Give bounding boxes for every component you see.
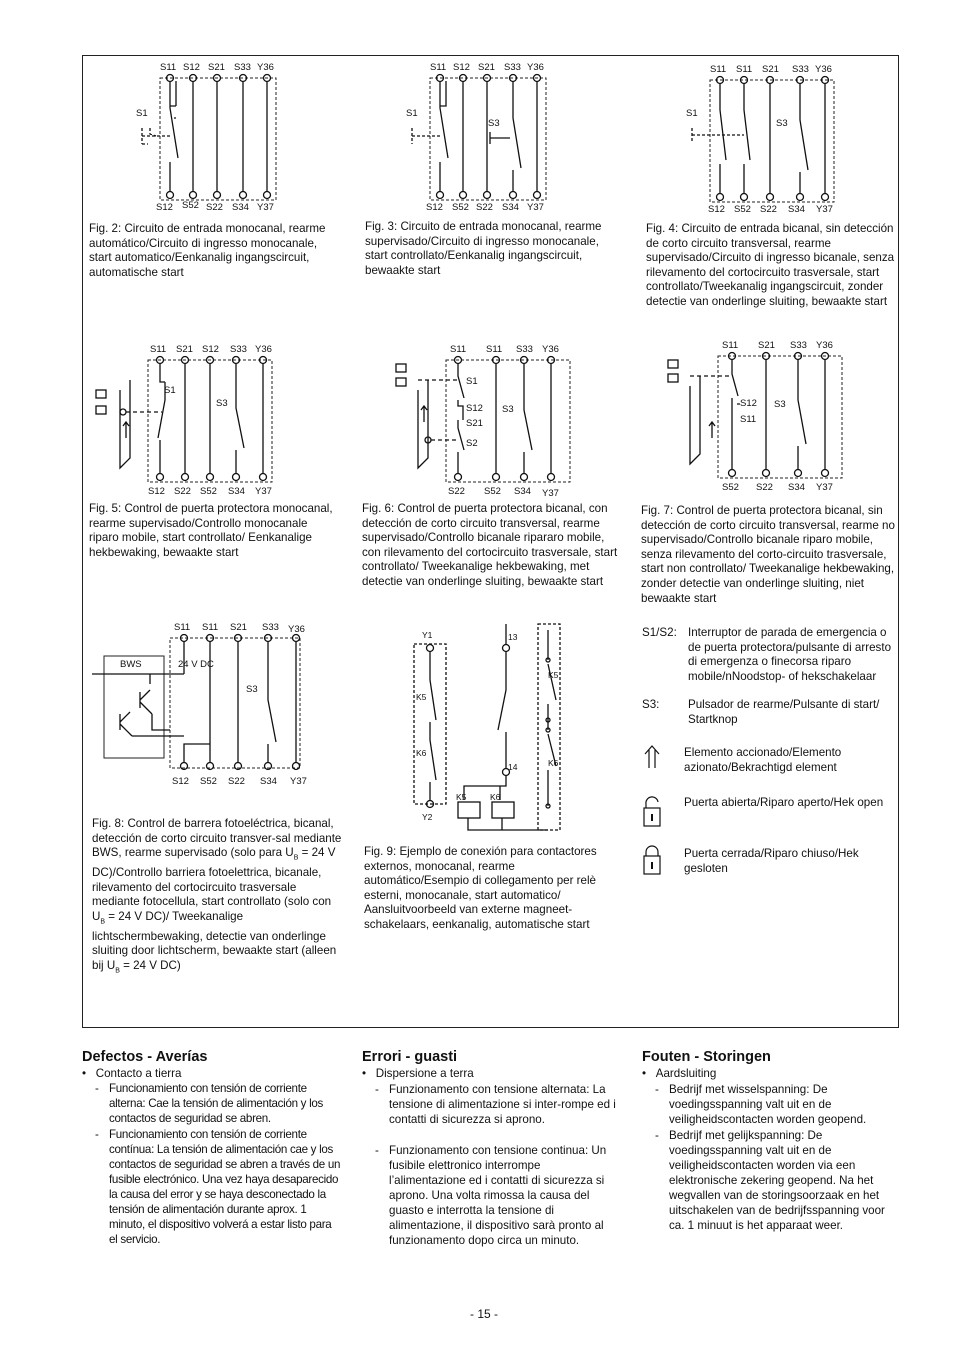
- fig5-bottom-label: S34: [228, 486, 245, 497]
- fig9-k6-label: K6: [416, 748, 427, 758]
- fig2-top-label: S33: [234, 62, 251, 73]
- fig2-bottom-label: S12: [156, 202, 173, 213]
- section-title-nl: Fouten - Storingen: [642, 1049, 771, 1065]
- fig3-bottom-label: S12: [426, 202, 443, 213]
- fig9-k5-label: K5: [456, 792, 467, 802]
- fig7-diagram: [660, 336, 860, 496]
- fig7-inner-label: S11: [740, 414, 757, 425]
- fig8-bottom-label: S12: [172, 776, 189, 787]
- fig7-top-label: Y36: [816, 340, 833, 351]
- fig6-inner-label: S12: [466, 403, 483, 414]
- fig5-caption: Fig. 5: Control de puerta protectora monocanal, rearme supervisado/Controllo monocanale riparo mobile, start controllato/ Eenkanalige hekbewaking, bewaakte start: [89, 502, 333, 559]
- fig6-caption: Fig. 6: Control de puerta protectora bicanal, con detección de corto circuito transversal, rearme supervisado/Controllo bicanale ripararo mobile, con rilevamento del cortocircuito trasversale, start controllato/ Tweekanalige hekbewaking, met detectie van onderlinge sluiting, bewaakte start: [362, 502, 618, 588]
- fig7-top-label: S11: [722, 340, 739, 351]
- dash: -: [655, 1129, 659, 1142]
- fig6-diagram: [388, 340, 588, 500]
- fig8-bottom-label: S52: [200, 776, 217, 787]
- fig2-bottom-label: Y37: [257, 202, 274, 213]
- fig7-bottom-label: S52: [722, 482, 739, 493]
- fig3-bottom-label: Y37: [527, 202, 544, 213]
- fig4-top-label: S11: [710, 64, 727, 75]
- fig8-bottom-label: Y37: [290, 776, 307, 787]
- section-title-it: Errori - guasti: [362, 1049, 458, 1065]
- fig4-bottom-label: S34: [788, 204, 805, 215]
- dash: -: [655, 1083, 659, 1096]
- fig9-k6-label: K6: [490, 792, 501, 802]
- fig5-switch-label: S1: [164, 385, 176, 396]
- fig4-bottom-label: Y37: [816, 204, 833, 215]
- fig2-top-label: S12: [183, 62, 200, 73]
- section-title-es: Defectos - Averías: [82, 1049, 208, 1065]
- fig3-top-label: S21: [478, 62, 495, 73]
- page-number: - 15 -: [470, 1307, 499, 1321]
- fig2-diagram: [130, 58, 290, 216]
- fig5-bottom-label: S12: [148, 486, 165, 497]
- legend-door-open: Puerta abierta/Riparo aperto/Hek open: [684, 796, 884, 809]
- fig8-diagram: [90, 618, 320, 790]
- fig4-reset-label: S3: [776, 118, 788, 129]
- fig5-top-label: S12: [202, 344, 219, 355]
- fig8-top-label: S11: [174, 622, 191, 633]
- fig3-top-label: S11: [430, 62, 447, 73]
- legend-s3-text: Pulsador de rearme/Pulsante di start/ Startknop: [688, 698, 880, 726]
- fig9-diagram: [406, 620, 576, 832]
- fig2-switch-label: S1: [136, 108, 148, 119]
- fig3-diagram: [400, 58, 560, 216]
- fig6-bottom-label: Y37: [542, 488, 559, 499]
- fig8-bottom-label: S22: [228, 776, 245, 787]
- fig9-k6-label: K6: [548, 758, 559, 768]
- it-item: Funzionamento con tensione continua: Un fusibile elettronico interrompe l’alimentazione ed i contatti di sicurezza si aprono. Una volta rimossa la causa del guasto e interrotta la tensione di alimentazione, il dispositivo sarà pronto al funzionamento dopo circa un minuto.: [389, 1144, 607, 1247]
- fig3-bottom-label: S34: [502, 202, 519, 213]
- dash: -: [95, 1082, 99, 1095]
- fig3-reset-label: S3: [488, 118, 500, 129]
- fig2-bottom-label: S22: [206, 202, 223, 213]
- fig6-reset-label: S3: [502, 404, 514, 415]
- fig7-bottom-label: S22: [756, 482, 773, 493]
- legend-actuated: Elemento accionado/Elemento azionato/Bekrachtigd element: [684, 746, 842, 774]
- bullet-es: • Contacto a tierra: [82, 1067, 182, 1080]
- fig3-top-label: Y36: [527, 62, 544, 73]
- fig4-caption: Fig. 4: Circuito de entrada bicanal, sin detección de corto circuito transversal, rearme supervisado/Circuito di ingresso bicanale, senza rilevamento del cortocircuito trasversale, start controllato/Tweekanalig ingangscircuit, zonder detectie van onderlinge sluiting, bewaakte start: [646, 222, 895, 308]
- fig5-top-label: S21: [176, 344, 193, 355]
- fig8-reset-label: S3: [246, 684, 258, 695]
- fig5-top-label: S33: [230, 344, 247, 355]
- fig2-bottom-label: S52: [182, 200, 199, 211]
- fig2-top-label: Y36: [257, 62, 274, 73]
- fig5-reset-label: S3: [216, 398, 228, 409]
- fig7-bottom-label: S34: [788, 482, 805, 493]
- door-closed-icon: [642, 842, 662, 876]
- fig6-top-label: Y36: [542, 344, 559, 355]
- fig7-inner-label: S12: [740, 398, 757, 409]
- legend-door-closed: Puerta cerrada/Riparo chiuso/Hek gesloten: [684, 847, 859, 875]
- fig9-13-label: 13: [508, 632, 518, 642]
- fig8-bottom-label: S34: [260, 776, 277, 787]
- fig4-bottom-label: S12: [708, 204, 725, 215]
- fig8-top-label: S21: [230, 622, 247, 633]
- fig2-top-label: S21: [208, 62, 225, 73]
- fig6-top-label: S33: [516, 344, 533, 355]
- dash: -: [375, 1083, 379, 1096]
- fig7-caption: Fig. 7: Control de puerta protectora bicanal, sin detección de corto circuito transversal, rearme no supervisado/Controllo bicanale riparo mobile, senza rilevamento del corto-circuito trasversale, start non controllato/ Tweekanalige hekbewaking, zonder detectie van onderlinge sluiting, niet bewaakte start: [641, 504, 895, 605]
- bullet-nl: • Aardsluiting: [642, 1067, 717, 1080]
- fig8-bws-label: BWS: [120, 659, 142, 670]
- fig8-top-label: Y36: [288, 624, 305, 635]
- fig5-bottom-label: S52: [200, 486, 217, 497]
- dash: -: [95, 1128, 99, 1141]
- fig6-inner-label: S2: [466, 438, 478, 449]
- fig4-bottom-label: S52: [734, 204, 751, 215]
- fig9-k5-label: K5: [416, 692, 427, 702]
- fig4-top-label: S11: [736, 64, 753, 75]
- fig6-bottom-label: S22: [448, 486, 465, 497]
- fig6-top-label: S11: [486, 344, 503, 355]
- fig3-switch-label: S1: [406, 108, 418, 119]
- dash: -: [375, 1144, 379, 1157]
- fig6-bottom-label: S34: [514, 486, 531, 497]
- fig9-14-label: 14: [508, 762, 518, 772]
- fig5-diagram: [90, 340, 290, 500]
- fig5-top-label: S11: [150, 344, 167, 355]
- nl-item: Bedrijf met gelijkspanning: De voedingsspanning valt uit en de veiligheidscontacten worden via een elektronische zekering geopend. Na het wegvallen van de storingsoorzaak en het uitschakelen van de bedrijfsspanning voor ca. 1 minuut is het apparaat weer.: [669, 1129, 885, 1232]
- fig9-caption: Fig. 9: Ejemplo de conexión para contactores externos, monocanal, rearme automático/Esempio di collegamento per relè esterni, monocanale, start automatico/ Aansluitvoorbeeld van externe magneet-schakelaars, eenkanalig, automatische start: [364, 845, 597, 931]
- fig6-inner-label: S21: [466, 418, 483, 429]
- fig7-reset-label: S3: [774, 399, 786, 410]
- es-item: Funcionamiento con tensión de corriente alterna: Cae la tensión de alimentación y los contactos de seguridad se abren.: [109, 1082, 323, 1125]
- fig8-top-label: S11: [202, 622, 219, 633]
- fig3-bottom-label: S52: [452, 202, 469, 213]
- fig4-top-label: Y36: [815, 64, 832, 75]
- fig7-top-label: S33: [790, 340, 807, 351]
- fig6-inner-label: S1: [466, 376, 478, 387]
- fig8-caption: Fig. 8: Control de barrera fotoeléctrica, bicanal, detección de corto circuito transver-sal mediante BWS, rearme supervisado (solo para $U_B = 24$ V DC)/Controllo barriera fotoelettrica, bicanale, rilevamento del cortocircuito trasversale mediante fotocellula, start controllato (solo con $U_B = 24$ V DC)/ Tweekanalige lichtschermbewaking, detectie van onderlinge sluiting door lichtscherm, bewaakte start (alleen bij $U_B = 24$ V DC): [92, 817, 342, 975]
- fig7-top-label: S21: [758, 340, 775, 351]
- fig8-top-label: S33: [262, 622, 279, 633]
- fig5-bottom-label: S22: [174, 486, 191, 497]
- fig4-diagram: [680, 60, 840, 218]
- fig3-bottom-label: S22: [476, 202, 493, 213]
- fig5-bottom-label: Y37: [255, 486, 272, 497]
- es-item: Funcionamiento con tensión de corriente contínua: La tensión de alimentación cae y los contactos de seguridad se abren a través de un fusible electrónico. Una vez haya desaparecido la causa del error y se haya desconectado la tensión de alimentación durante aprox. 1 minuto, el dispositivo volverá a estar listo para el servicio.: [109, 1128, 341, 1246]
- nl-item: Bedrijf met wisselspanning: De voedingsspanning valt uit en de veiligheidscontacten worden geopend.: [669, 1083, 867, 1126]
- fig6-bottom-label: S52: [484, 486, 501, 497]
- fig4-top-label: S33: [792, 64, 809, 75]
- fig4-bottom-label: S22: [760, 204, 777, 215]
- fig2-bottom-label: S34: [232, 202, 249, 213]
- fig3-caption: Fig. 3: Circuito de entrada monocanal, rearme supervisado/Circuito di ingresso monocanale, start controllato/Eenkanalig ingangscircuit, bewaakte start: [365, 220, 602, 277]
- fig7-bottom-label: Y37: [816, 482, 833, 493]
- it-item: Funzionamento con tensione alternata: La tensione di alimentazione si inter-rompe ed i contatti di sicurezza si aprono.: [389, 1083, 616, 1126]
- fig6-top-label: S11: [450, 344, 467, 355]
- fig9-k5-label: K5: [548, 670, 559, 680]
- legend-s1s2-text: Interruptor de parada de emergencia o de puerta protectora/pulsante di arresto di emergenza o finecorsa riparo mobile/nNoodstop- of hekschakelaar: [688, 626, 892, 683]
- actuated-element-icon: [642, 744, 662, 770]
- fig4-top-label: S21: [762, 64, 779, 75]
- fig2-caption: Fig. 2: Circuito de entrada monocanal, rearme automático/Circuito di ingresso monocanale, start automatico/Eenkanalig ingangscircuit, automatische start: [89, 222, 326, 279]
- fig9-y1-label: Y1: [422, 630, 433, 640]
- fig5-top-label: Y36: [255, 344, 272, 355]
- fig2-top-label: S11: [160, 62, 177, 73]
- fig4-switch-label: S1: [686, 108, 698, 119]
- fig8-voltage-label: 24 V DC: [178, 659, 214, 670]
- door-open-icon: [642, 794, 662, 828]
- legend-s1s2-key: S1/S2:: [642, 626, 677, 639]
- fig9-y2-label: Y2: [422, 812, 433, 822]
- fig3-top-label: S33: [504, 62, 521, 73]
- bullet-it: • Dispersione a terra: [362, 1067, 474, 1080]
- fig3-top-label: S12: [453, 62, 470, 73]
- legend-s3-key: S3:: [642, 698, 660, 711]
